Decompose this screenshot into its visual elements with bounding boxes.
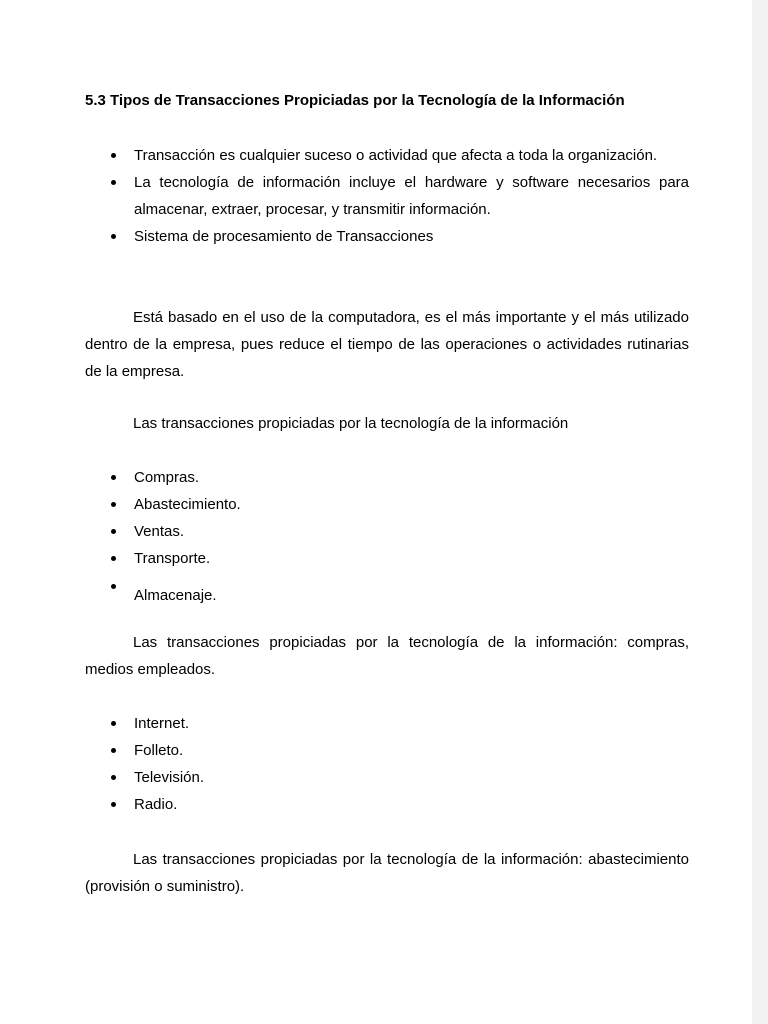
list-item-text: Internet. <box>134 715 190 732</box>
list-item-text: Compras. <box>134 469 200 486</box>
bullet-icon <box>111 802 116 807</box>
list-item <box>85 142 689 169</box>
list-item <box>85 582 689 609</box>
list-item-text: Televisión. <box>134 769 205 786</box>
bullet-icon <box>111 502 116 507</box>
bullet-icon <box>111 721 116 726</box>
bullet-icon <box>111 529 116 534</box>
list-item <box>85 545 689 572</box>
list-item <box>85 223 689 250</box>
bullet-icon <box>111 180 116 185</box>
list-item-text: Abastecimiento. <box>134 496 241 513</box>
list-item-text: Almacenaje. <box>134 587 217 604</box>
list-item-text: Sistema de procesamiento de Transacciones <box>134 228 434 245</box>
compras-paragraph-block <box>85 629 689 683</box>
media-list <box>85 710 689 818</box>
list-item <box>85 791 689 818</box>
paragraph-types: Las transacciones propiciadas por la tecnología de la información <box>133 415 569 432</box>
bullet-icon <box>111 748 116 753</box>
abastecimiento-paragraph-block <box>85 846 689 900</box>
paragraph-tps: Está basado en el uso de la computadora, es el más importante y el más utilizado dentro de la empresa, pues reduce el tiempo de las operaciones o actividades rutinarias de la empresa. <box>85 309 689 380</box>
list-item-text: Radio. <box>134 796 178 813</box>
intro-bullet-list <box>85 142 689 250</box>
list-item <box>85 464 689 491</box>
list-item-text: Folleto. <box>134 742 184 759</box>
bullet-icon <box>111 584 116 589</box>
transaction-types-list <box>85 464 689 609</box>
list-item <box>85 764 689 791</box>
bullet-icon <box>111 234 116 239</box>
section-heading: 5.3 Tipos de Transacciones Propiciadas por la Tecnología de la Información <box>85 92 625 109</box>
paragraph-compras: Las transacciones propiciadas por la tecnología de la información: compras, medios empleados. <box>85 634 689 678</box>
list-item <box>85 737 689 764</box>
list-item-text: Ventas. <box>134 523 185 540</box>
list-item <box>85 710 689 737</box>
list-item-text: La tecnología de información incluye el hardware y software necesarios para almacenar, extraer, procesar, y transmitir información. <box>134 174 689 218</box>
bullet-icon <box>111 475 116 480</box>
list-item <box>85 518 689 545</box>
bullet-icon <box>111 153 116 158</box>
paragraph-abastecimiento: Las transacciones propiciadas por la tecnología de la información: abastecimiento (provisión o suministro). <box>85 851 689 895</box>
viewer-edge <box>752 0 768 1024</box>
tps-paragraph-block <box>85 304 689 385</box>
bullet-icon <box>111 775 116 780</box>
list-item <box>85 169 689 223</box>
bullet-icon <box>111 556 116 561</box>
list-item-text: Transporte. <box>134 550 211 567</box>
list-item-text: Transacción es cualquier suceso o actividad que afecta a toda la organización. <box>134 147 658 164</box>
types-intro-block <box>85 410 689 437</box>
list-item <box>85 491 689 518</box>
